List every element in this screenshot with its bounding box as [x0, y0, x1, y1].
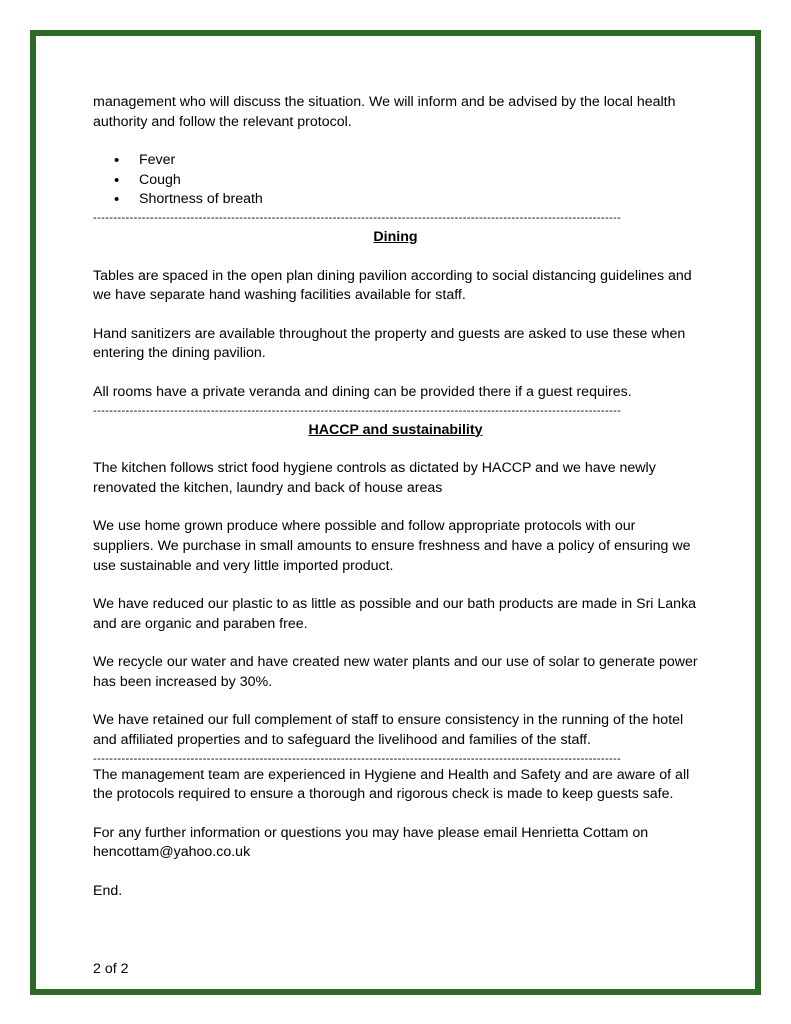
paragraph: All rooms have a private veranda and dining can be provided there if a guest requires.: [93, 383, 632, 400]
page-number: 2 of 2: [93, 961, 129, 977]
divider: ----------------------------------------------------------------------------------------------------------------------------------: [93, 404, 622, 417]
paragraph: We have retained our full complement of staff to ensure consistency in the running of the hotel and affiliated properties and to safeguard the livelihood and families of the staff.: [93, 712, 684, 749]
divider: ----------------------------------------------------------------------------------------------------------------------------------: [93, 211, 622, 224]
paragraph: We recycle our water and have created new water plants and our use of solar to generate power has been increased by 30%.: [93, 654, 698, 690]
list-item: • Cough: [93, 171, 698, 191]
paragraph: Tables are spaced in the open plan dining pavilion according to social distancing guidelines and we have separate hand washing facilities available for staff.: [93, 267, 692, 304]
intro-paragraph: management who will discuss the situation. We will inform and be advised by the local health authority and follow the relevant protocol.: [93, 94, 676, 130]
paragraph: Hand sanitizers are available throughout the property and guests are asked to use these when entering the dining pavilion.: [93, 325, 686, 362]
symptom-list: [93, 151, 698, 210]
paragraph: The kitchen follows strict food hygiene controls as dictated by HACCP and we have newly renovated the kitchen, laundry and back of house areas: [93, 460, 656, 496]
list-item: • Shortness of breath: [93, 190, 698, 210]
document-body: [93, 93, 698, 902]
end-text: End.: [93, 883, 123, 900]
section-heading-dining: Dining: [373, 228, 418, 245]
list-item: • Fever: [93, 151, 698, 171]
divider: ----------------------------------------------------------------------------------------------------------------------------------: [93, 752, 622, 765]
contact-paragraph: For any further information or questions you may have please email Henrietta Cottam on hencottam@yahoo.co.uk: [93, 824, 649, 861]
section-heading-haccp: HACCP and sustainability: [308, 421, 483, 438]
paragraph: The management team are experienced in Hygiene and Health and Safety and are aware of all the protocols required to ensure a thorough and rigorous check is made to keep guests safe.: [93, 766, 690, 803]
paragraph: We have reduced our plastic to as little as possible and our bath products are made in Sri Lanka and are organic and paraben free.: [93, 596, 697, 632]
paragraph: We use home grown produce where possible and follow appropriate protocols with our suppliers. We purchase in small amounts to ensure freshness and have a policy of ensuring we use sustainable and very little imported product.: [93, 518, 691, 574]
